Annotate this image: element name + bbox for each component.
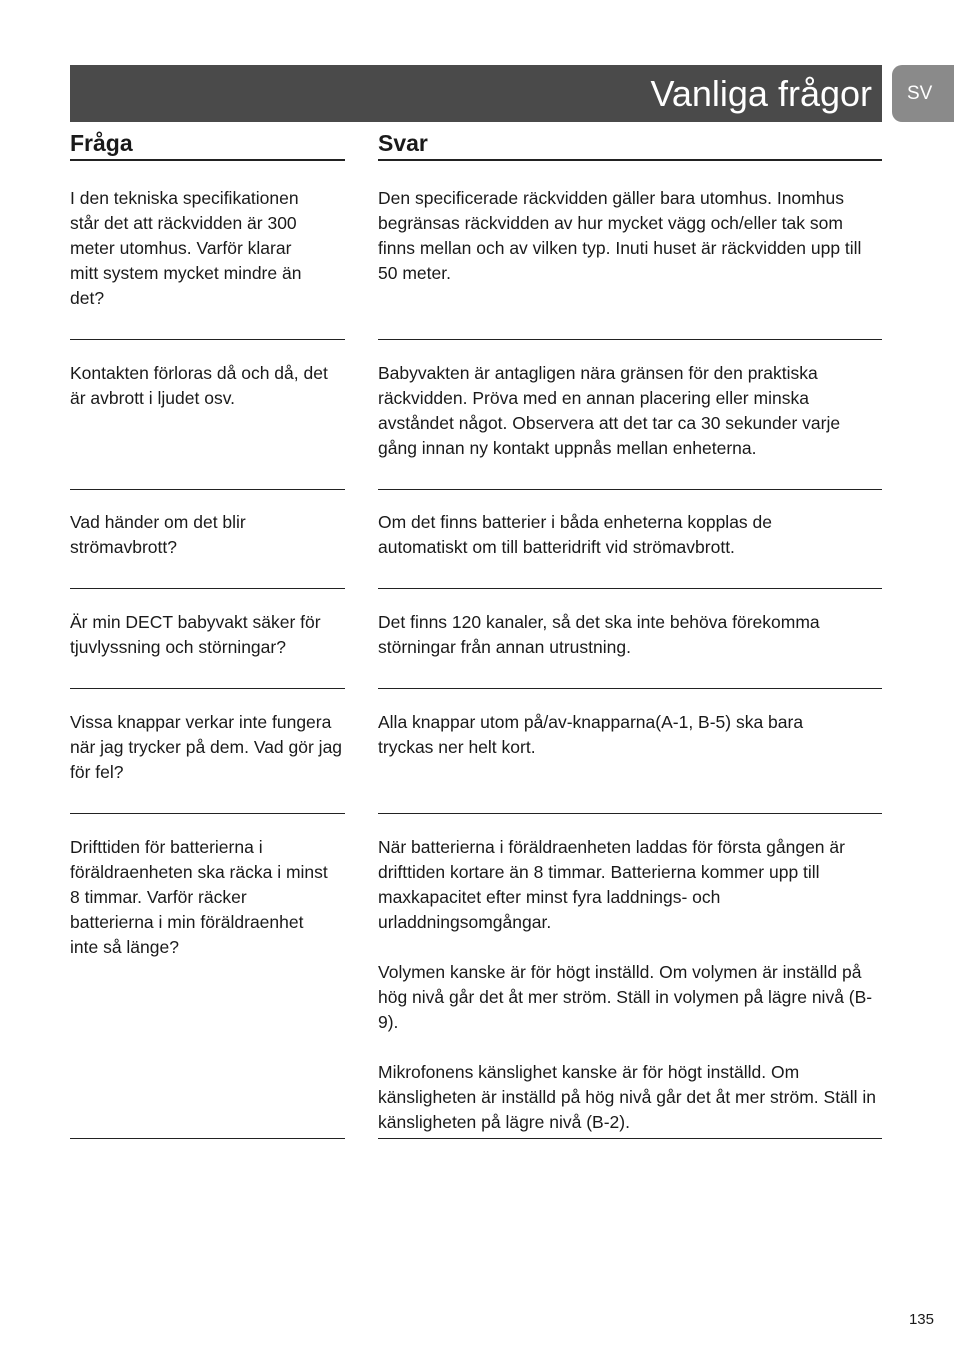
row-divider-question bbox=[70, 489, 345, 490]
row-divider-question bbox=[70, 1138, 345, 1139]
row-divider-answer bbox=[378, 588, 882, 589]
answer-heading-rule bbox=[378, 159, 882, 161]
faq-question-6: Drifttiden för batterierna i föräldraenheten ska räcka i minst 8 timmar. Varför räcker batterierna i min föräldraenhet inte så länge? bbox=[70, 837, 328, 957]
faq-question-1: I den tekniska specifikationen står det att räckvidden är 300 meter utomhus. Varför klarar mitt system mycket mindre än det? bbox=[70, 188, 302, 308]
question-column-heading: Fråga bbox=[70, 130, 133, 156]
page-title: Vanliga frågor bbox=[650, 73, 872, 114]
row-divider-question bbox=[70, 588, 345, 589]
row-divider-answer bbox=[378, 339, 882, 340]
faq-answer-6-paragraph-3: Mikrofonens känslighet kanske är för högt inställd. Om känsligheten är inställd på hög nivå går det åt mer ström. Ställ in känsligheten på lägre nivå (B-2). bbox=[378, 1062, 877, 1132]
row-divider-question bbox=[70, 688, 345, 689]
faq-question-2: Kontakten förloras då och då, det är avbrott i ljudet osv. bbox=[70, 363, 328, 408]
faq-answer-5: Alla knappar utom på/av-knapparna(A-1, B-5) ska bara tryckas ner helt kort. bbox=[378, 712, 804, 757]
faq-answer-3: Om det finns batterier i båda enheterna kopplas de automatiskt om till batteridrift vid strömavbrott. bbox=[378, 512, 772, 557]
faq-answer-6 bbox=[378, 835, 882, 1135]
language-tab: SV bbox=[892, 65, 954, 122]
faq-answer-2: Babyvakten är antagligen nära gränsen för den praktiska räckvidden. Pröva med en annan placering eller minska avståndet något. Observera att det tar ca 30 sekunder varje gång innan ny kontakt uppnås mellan enheterna. bbox=[378, 363, 841, 458]
row-divider-answer bbox=[378, 688, 882, 689]
faq-question-4: Är min DECT babyvakt säker för tjuvlyssning och störningar? bbox=[70, 612, 321, 657]
row-divider-question bbox=[70, 339, 345, 340]
row-divider-question bbox=[70, 813, 345, 814]
faq-question-3: Vad händer om det blir strömavbrott? bbox=[70, 512, 246, 557]
row-divider-answer bbox=[378, 1138, 882, 1139]
faq-answer-6-paragraph-1: När batterierna i föräldraenheten laddas för första gången är drifttiden kortare än 8 timmar. Batterierna kommer upp till maxkapacitet efter minst fyra laddnings- och urladdningsomgångar. bbox=[378, 837, 845, 932]
faq-answer-4: Det finns 120 kanaler, så det ska inte behöva förekomma störningar från annan utrustning. bbox=[378, 612, 820, 657]
row-divider-answer bbox=[378, 813, 882, 814]
faq-question-5: Vissa knappar verkar inte fungera när jag trycker på dem. Vad gör jag för fel? bbox=[70, 712, 343, 782]
question-heading-rule bbox=[70, 159, 345, 161]
row-divider-answer bbox=[378, 489, 882, 490]
answer-column-heading: Svar bbox=[378, 130, 428, 156]
header-bar bbox=[70, 65, 882, 122]
faq-answer-1: Den specificerade räckvidden gäller bara utomhus. Inomhus begränsas räckvidden av hur mycket vägg och/eller tak som finns mellan och av vilken typ. Inuti huset är räckvidden upp till 50 meter. bbox=[378, 188, 862, 283]
faq-answer-6-paragraph-2: Volymen kanske är för högt inställd. Om volymen är inställd på hög nivå går det åt mer ström. Ställ in volymen på lägre nivå (B-9). bbox=[378, 962, 873, 1032]
page-number: 135 bbox=[908, 1311, 934, 1328]
